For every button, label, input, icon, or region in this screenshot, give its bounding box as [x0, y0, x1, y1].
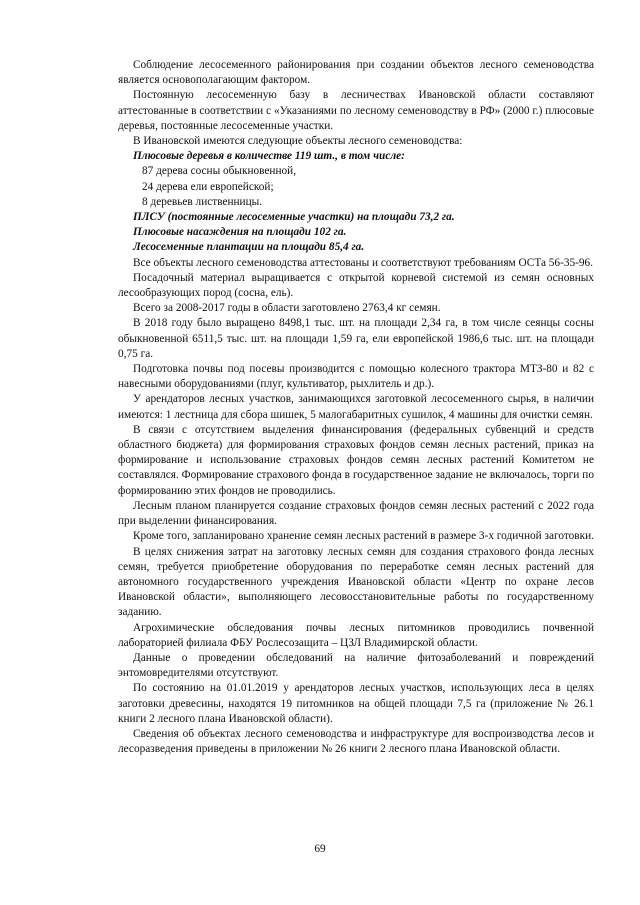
emphasized-paragraph: ПЛСУ (постоянные лесосеменные участки) на площади 73,2 га. [133, 211, 455, 224]
page-number: 69 [314, 843, 326, 855]
emphasized-paragraph: Лесосеменные плантации на площади 85,4 га. [133, 241, 365, 254]
paragraph: Всего за 2008-2017 годы в области заготовлено 2763,4 кг семян. [133, 302, 441, 315]
paragraph: В связи с отсутствием выделения финансирования (федеральных субвенций и средств областного бюджета) для формирования страховых фондов семян лесных растений, приказ на формирование и использование страховых фондов семян лесных растений Комитетом не составлялся. Формирование страхового фонда в государственное задание не включалось, торги по формированию этих фондов не проводились. [118, 423, 594, 497]
paragraph: В Ивановской имеются следующие объекты лесного семеноводства: [133, 135, 463, 148]
paragraph: Все объекты лесного семеноводства аттестованы и соответствуют требованиям ОСТа 56-35-96. [133, 256, 594, 269]
list-item: 24 дерева ели европейской; [142, 180, 274, 193]
document-body [118, 58, 594, 757]
emphasized-paragraph: Плюсовые насаждения на площади 102 га. [133, 226, 347, 239]
paragraph: Подготовка почвы под посевы производится с помощью колесного трактора МТЗ-80 и 82 с навесными оборудованиями (плуг, культиватор, рыхлитель и др.). [118, 363, 594, 391]
emphasized-paragraph: Плюсовые деревья в количестве 119 шт., в том числе: [133, 150, 405, 163]
paragraph: Постоянную лесосеменную базу в лесничествах Ивановской области составляют аттестованные в соответствии с «Указаниями по лесному семеноводству в РФ» (2000 г.) плюсовые деревья, постоянные лесосеменные участки. [118, 89, 594, 132]
paragraph: Агрохимические обследования почвы лесных питомников проводились почвенной лабораторией филиала ФБУ Рослесозащита – ЦЗЛ Владимирской области. [118, 621, 594, 649]
paragraph: Соблюдение лесосеменного районирования при создании объектов лесного семеноводства является основополагающим фактором. [118, 59, 594, 87]
paragraph: Посадочный материал выращивается с открытой корневой системой из семян основных лесообразующих пород (сосна, ель). [118, 271, 594, 300]
paragraph: По состоянию на 01.01.2019 у арендаторов лесных участков, использующих леса в целях заготовки древесины, находятся 19 питомников на общей площади 7,5 га (приложение № 26.1 книги 2 лесного плана Ивановской области). [118, 682, 594, 725]
list-item: 87 дерева сосны обыкновенной, [142, 165, 297, 178]
paragraph: Кроме того, запланировано хранение семян лесных растений в размере 3-х годичной заготовки. [133, 530, 594, 543]
paragraph: В целях снижения затрат на заготовку лесных семян для создания страхового фонда лесных семян, требуется приобретение оборудования по переработке семян лесных растений для автономного государственного учреждения Ивановской области «Центр по охране лесов Ивановской области», выполняющего лесовосстановительные работы по государственному заданию. [118, 545, 594, 619]
paragraph: Данные о проведении обследований на наличие фитозаболеваний и повреждений энтомовредителями отсутствуют. [118, 651, 594, 680]
paragraph: Лесным планом планируется создание страховых фондов семян лесных растений с 2022 года при выделении финансирования. [118, 499, 594, 528]
paragraph: В 2018 году было выращено 8498,1 тыс. шт. на площади 2,34 га, в том числе сеянцы сосны обыкновенной 6511,5 тыс. шт. на площади 1,59 га, ели европейской 1986,6 тыс. шт. на площади 0,75 га. [118, 317, 594, 360]
paragraph: У арендаторов лесных участков, занимающихся заготовкой лесосеменного сырья, в наличии имеются: 1 лестница для сбора шишек, 5 малогабаритных сушилок, 4 машины для очистки семян. [118, 393, 594, 421]
list-item: 8 деревьев лиственницы. [142, 195, 263, 208]
paragraph: Сведения об объектах лесного семеноводства и инфраструктуре для воспроизводства лесов и лесоразведения приведены в приложении № 26 книги 2 лесного плана Ивановской области. [118, 727, 594, 756]
